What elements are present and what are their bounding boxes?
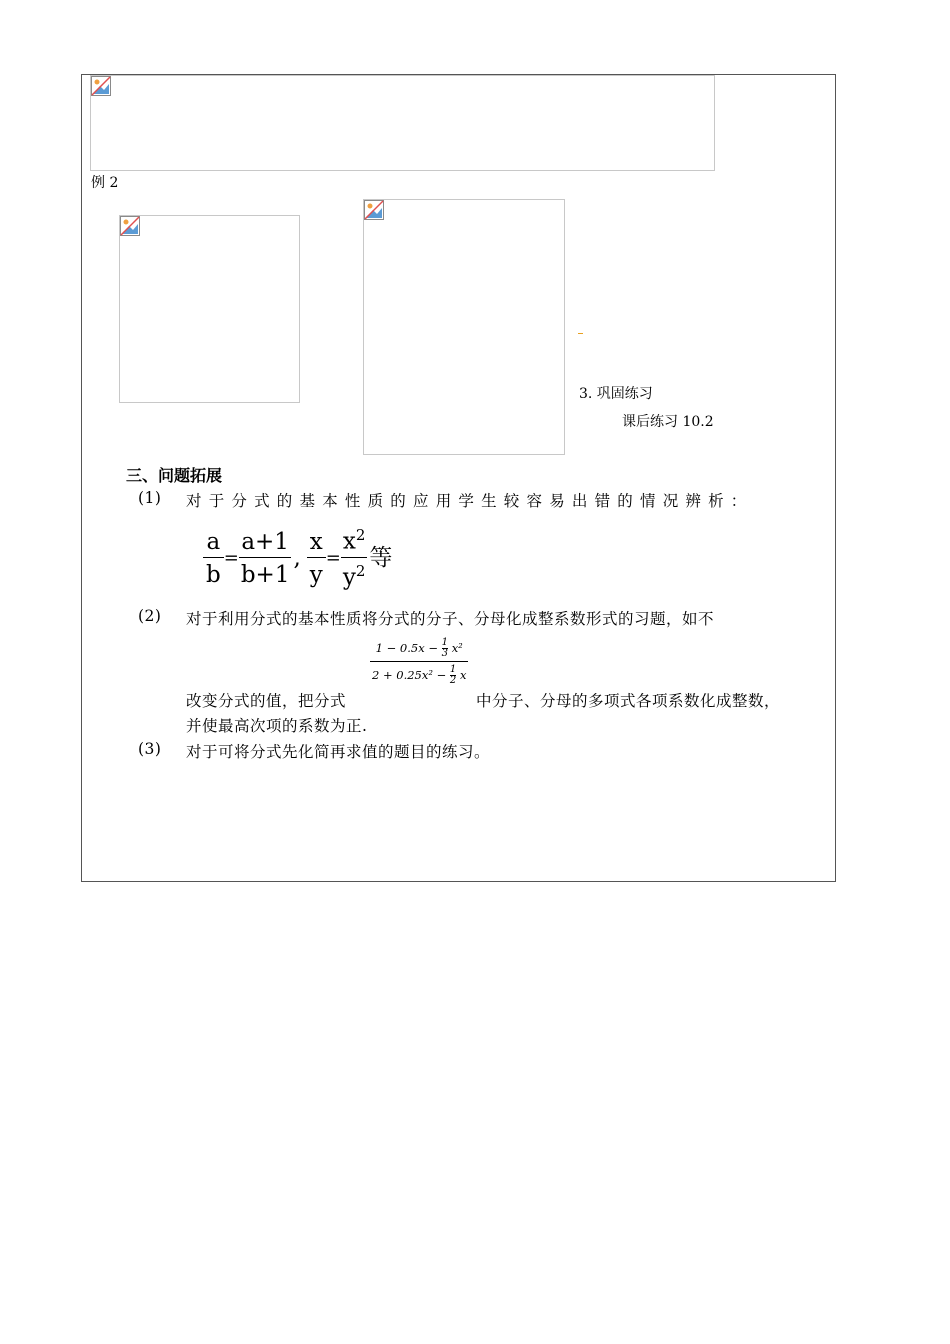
fraction-a-b: $\frac{a}{b}$ <box>203 531 224 587</box>
exercise-detail: 课后练习 10.2 <box>622 414 714 430</box>
section-heading: 三、问题拓展 <box>126 466 223 485</box>
image-top-banner <box>90 75 715 171</box>
exercise-title: 3. 巩固练习 <box>579 386 653 402</box>
broken-image-icon <box>120 216 140 236</box>
example-2-label: 例 2 <box>91 175 119 191</box>
item-3-text: 对于可将分式先化简再求值的题目的练习。 <box>186 743 491 761</box>
item-1-number: (1) <box>138 489 162 507</box>
item-1-text: 对于分式的基本性质的应用学生较容易出错的情况辨析： <box>186 492 754 510</box>
item-2-number: (2) <box>138 607 162 625</box>
fraction-x-y: $\frac{x}{y}$ <box>307 531 326 587</box>
item-2-line3: 并使最高次项的系数为正. <box>186 717 368 735</box>
item-2-line2-before: 改变分式的值，把分式 <box>186 692 347 710</box>
broken-image-icon <box>91 76 111 96</box>
image-example-left <box>119 215 300 403</box>
fraction-x2-y2: $\frac{x^2}{y^2}$ <box>342 526 366 591</box>
accent-mark <box>578 333 583 334</box>
item-2-text: 对于利用分式的基本性质将分式的分子、分母化成整系数形式的习题，如不 <box>186 610 715 628</box>
formula-property-example: $\frac{a}{b}$ = $\frac{a+1}{b+1}$ , $\frac{x}{y}$ = $\frac{x^2}{y^2}$ 等 <box>203 528 392 589</box>
item-3-number: (3) <box>138 740 162 758</box>
item-2-line2-after: 中分子、分母的多项式各项系数化成整数， <box>476 692 781 710</box>
fraction-a1-b1: $\frac{a+1}{b+1}$ <box>240 528 290 588</box>
broken-image-icon <box>364 200 384 220</box>
image-example-right <box>363 199 565 455</box>
formula-compound-fraction: 1 − 0.5x − $\frac{1}{3}$ x² 2 + 0.25x² − $\frac{1}{2}$ x <box>372 637 467 686</box>
